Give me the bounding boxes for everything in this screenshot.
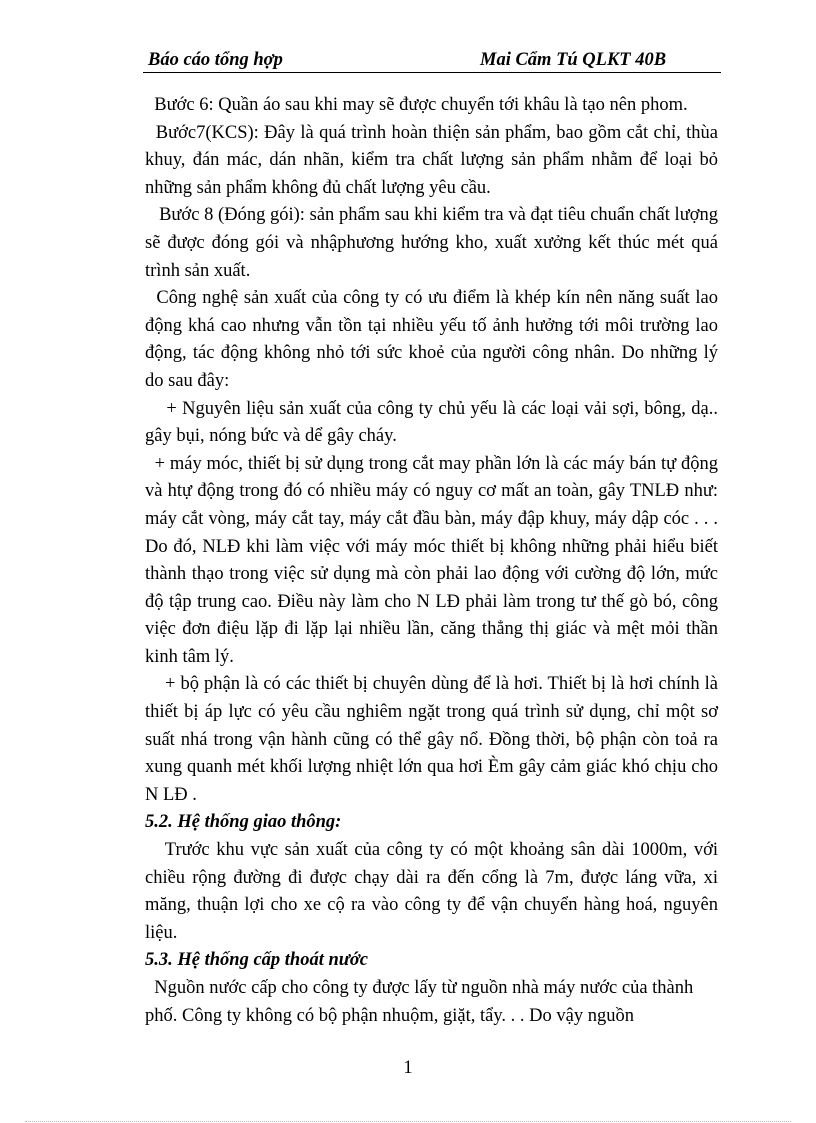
page-bottom-divider <box>25 1121 791 1122</box>
header-author: Mai Cẩm Tú QLKT 40B <box>480 50 667 70</box>
document-body <box>145 92 718 1030</box>
paragraph-water: Nguồn nước cấp cho công ty được lấy từ nguồn nhà máy nước của thành phố. Công ty không có bộ phận nhuộm, giặt, tẩy. . . Do vậy nguồn <box>145 978 694 1026</box>
section-heading-traffic: 5.2. Hệ thống giao thông: <box>145 812 342 833</box>
page-number: 1 <box>403 1058 413 1078</box>
page-header <box>143 46 721 73</box>
paragraph-step-8: Bước 8 (Đóng gói): sản phẩm sau khi kiểm tra và đạt tiêu chuẩn chất lượng sẽ được đóng gói và nhậphương hướng kho, xuất xưởng kết thúc mét quá trình sản xuất. <box>145 205 718 281</box>
paragraph-machinery: + máy móc, thiết bị sử dụng trong cắt may phần lớn là các máy bán tự động và htự động trong đó có nhiều máy có nguy cơ mất an toàn, gây TNLĐ như: máy cắt vòng, máy cắt tay, máy cắt đầu bàn, máy đập khuy, máy dập cóc . . . Do đó, NLĐ khi làm việc với máy móc thiết bị không những phải hiểu biết thành thạo trong việc sử dụng mà còn phải lao động với cường độ lớn, mức độ tập trung cao. Điều này làm cho N LĐ phải làm trong tư thế gò bó, công việc đơn điệu lặp đi lặp lại nhiều lần, căng thẳng thị giác và mệt mỏi thần kinh tâm lý. <box>145 453 718 667</box>
paragraph-technology: Công nghệ sản xuất của công ty có ưu điểm là khép kín nên năng suất lao động khá cao nhưng vẫn tồn tại nhiều yếu tố ảnh hưởng tới môi trường lao động, tác động không nhỏ tới sức khoẻ của người công nhân. Do những lý do sau đây: <box>145 288 718 391</box>
paragraph-ironing: + bộ phận là có các thiết bị chuyên dùng để là hơi. Thiết bị là hơi chính là thiết bị áp lực có yêu cầu nghiêm ngặt trong quá trình sử dụng, chỉ một sơ suất nhá trong vận hành cũng có thể gây nổ. Đồng thời, bộ phận còn toả ra xung quanh mét khối lượng nhiệt lớn qua hơi Èm gây cảm giác khó chịu cho N LĐ . <box>145 674 718 805</box>
section-heading-water: 5.3. Hệ thống cấp thoát nước <box>145 950 368 971</box>
paragraph-traffic: Trước khu vực sản xuất của công ty có một khoảng sân dài 1000m, với chiều rộng đường đi được chạy dài ra đến cổng là 7m, được láng vữa, xi măng, thuận lợi cho xe cộ ra vào công ty để vận chuyển hàng hoá, nguyên liệu. <box>145 840 718 943</box>
paragraph-step-6: Bước 6: Quần áo sau khi may sẽ được chuyển tới khâu là tạo nên phom. <box>145 95 688 115</box>
paragraph-step-7: Bước7(KCS): Đây là quá trình hoàn thiện sản phẩm, bao gồm cắt chỉ, thùa khuy, đán mác, dán nhãn, kiểm tra chất lượng sản phẩm nhằm để loại bỏ những sản phẩm không đủ chất lượng yêu cầu. <box>145 122 718 198</box>
header-report-title: Báo cáo tổng hợp <box>148 50 283 70</box>
paragraph-materials: + Nguyên liệu sản xuất của công ty chủ yếu là các loại vải sợi, bông, dạ.. gây bụi, nóng bức và dể gây cháy. <box>145 398 718 447</box>
